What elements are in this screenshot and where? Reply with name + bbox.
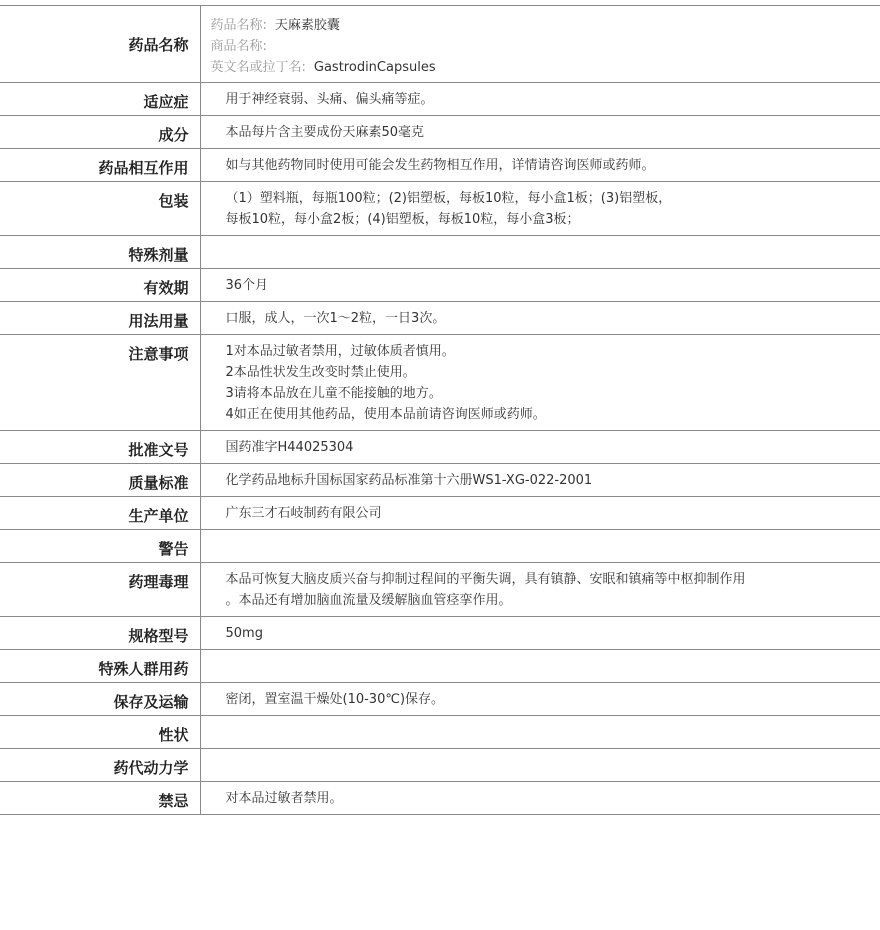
- row-value: [200, 650, 880, 683]
- row-value-line: 密闭，置室温干燥处(10-30℃)保存。: [225, 692, 445, 707]
- row-value: [200, 464, 880, 497]
- row-value-line: 1对本品过敏者禁用，过敏体质者慎用。: [225, 344, 455, 359]
- row-label: 成分: [0, 116, 200, 149]
- row-value-line: 每板10粒，每小盒2板；(4)铝塑板，每板10粒，每小盒3板；: [225, 212, 580, 227]
- row-value: [200, 431, 880, 464]
- table-row: [0, 269, 880, 302]
- row-label: 药代动力学: [0, 749, 200, 782]
- row-value: [200, 269, 880, 302]
- row-value-line: 本品每片含主要成份天麻素50毫克: [225, 125, 425, 140]
- row-value: [200, 302, 880, 335]
- english-name-value: GastrodinCapsules: [313, 60, 436, 75]
- table-row: [0, 749, 880, 782]
- row-value-line: 2本品性状发生改变时禁止使用。: [225, 365, 416, 380]
- table-row: [0, 563, 880, 617]
- drug-name-cell: [200, 6, 880, 83]
- row-label: 批准文号: [0, 431, 200, 464]
- row-label: 用法用量: [0, 302, 200, 335]
- row-label: 药品名称: [0, 6, 200, 83]
- row-label: 保存及运输: [0, 683, 200, 716]
- trade-name-key: 商品名称:: [210, 39, 267, 54]
- row-label: 药品相互作用: [0, 149, 200, 182]
- trade-name-line: [211, 36, 880, 57]
- row-value: [200, 530, 880, 563]
- row-value: [200, 149, 880, 182]
- row-value: [200, 716, 880, 749]
- table-row: [0, 464, 880, 497]
- row-value: [200, 497, 880, 530]
- row-value-line: 口服，成人，一次1～2粒，一日3次。: [225, 311, 446, 326]
- row-label: 规格型号: [0, 617, 200, 650]
- row-value: [200, 617, 880, 650]
- table-row: [0, 530, 880, 563]
- table-row: [0, 302, 880, 335]
- row-value-line: 化学药品地标升国标国家药品标准第十六册WS1-XG-022-2001: [225, 473, 593, 488]
- row-value: [200, 182, 880, 236]
- drug-info-table: [0, 5, 880, 815]
- table-row: [0, 236, 880, 269]
- row-label: 质量标准: [0, 464, 200, 497]
- row-value: [200, 749, 880, 782]
- row-label: 注意事项: [0, 335, 200, 431]
- generic-name-line: [211, 15, 880, 36]
- table-row: [0, 116, 880, 149]
- table-row: [0, 149, 880, 182]
- table-row: [0, 335, 880, 431]
- generic-name-value: 天麻素胶囊: [274, 18, 340, 33]
- english-name-key: 英文名或拉丁名:: [210, 60, 306, 75]
- table-row: [0, 716, 880, 749]
- row-label: 特殊人群用药: [0, 650, 200, 683]
- row-value-line: 对本品过敏者禁用。: [225, 791, 343, 806]
- row-value-line: 。本品还有增加脑血流量及缓解脑血管痉挛作用。: [225, 593, 512, 608]
- drug-info-table-body: [0, 6, 880, 815]
- row-value-line: 国药准字H44025304: [225, 440, 354, 455]
- row-label: 特殊剂量: [0, 236, 200, 269]
- row-label: 药理毒理: [0, 563, 200, 617]
- row-value: [200, 683, 880, 716]
- table-row: [0, 782, 880, 815]
- table-row: [0, 83, 880, 116]
- row-value: [200, 116, 880, 149]
- row-value-line: 广东三才石岐制药有限公司: [225, 506, 382, 521]
- table-row: [0, 497, 880, 530]
- row-value-line: 用于神经衰弱、头痛、偏头痛等症。: [225, 92, 434, 107]
- row-value-line: （1）塑料瓶，每瓶100粒；(2)铝塑板，每板10粒，每小盒1板；(3)铝塑板，: [225, 191, 672, 206]
- drug-info-table-wrapper: [0, 5, 880, 815]
- row-label: 适应症: [0, 83, 200, 116]
- row-value-line: 36个月: [225, 278, 269, 293]
- row-label: 生产单位: [0, 497, 200, 530]
- row-value: [200, 335, 880, 431]
- table-row-drug-name: [0, 6, 880, 83]
- row-label: 警告: [0, 530, 200, 563]
- table-row: [0, 182, 880, 236]
- table-row: [0, 617, 880, 650]
- row-value-line: 4如正在使用其他药品，使用本品前请咨询医师或药师。: [225, 407, 546, 422]
- row-value: [200, 782, 880, 815]
- table-row: [0, 683, 880, 716]
- row-label: 包装: [0, 182, 200, 236]
- row-value-line: 如与其他药物同时使用可能会发生药物相互作用，详情请咨询医师或药师。: [225, 158, 655, 173]
- row-value-line: 50mg: [225, 626, 263, 641]
- row-label: 有效期: [0, 269, 200, 302]
- english-name-line: [211, 57, 880, 78]
- row-value-line: 3请将本品放在儿童不能接触的地方。: [225, 386, 442, 401]
- row-label: 禁忌: [0, 782, 200, 815]
- table-row: [0, 431, 880, 464]
- generic-name-key: 药品名称:: [210, 18, 267, 33]
- row-value: [200, 83, 880, 116]
- table-row: [0, 650, 880, 683]
- row-value: [200, 563, 880, 617]
- row-value: [200, 236, 880, 269]
- row-value-line: 本品可恢复大脑皮质兴奋与抑制过程间的平衡失调，具有镇静、安眠和镇痛等中枢抑制作用: [225, 572, 746, 587]
- row-label: 性状: [0, 716, 200, 749]
